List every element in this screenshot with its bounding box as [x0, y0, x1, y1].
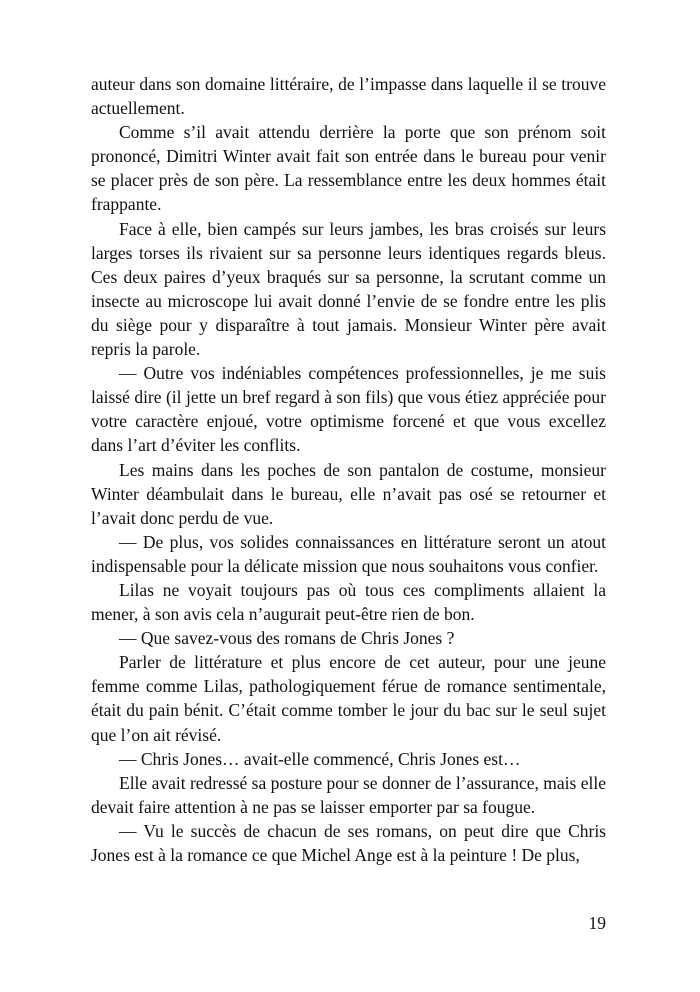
paragraph: Face à elle, bien campés sur leurs jambes, les bras croisés sur leurs larges torses ils rivaient sur sa personne leurs identiques regards bleus. Ces deux paires d’yeux braqués sur sa personne, la scrutant comme un insecte au microscope lui avait donné l’envie de se fondre entre les plis du siège pour y disparaître à tout jamais. Monsieur Winter père avait repris la parole.: [91, 218, 606, 360]
dialogue-paragraph: — Vu le succès de chacun de ses romans, on peut dire que Chris Jones est à la romance ce que Michel Ange est à la peinture ! De plus,: [91, 820, 606, 865]
dialogue-paragraph: — Chris Jones… avait-elle commencé, Chris Jones est…: [119, 748, 521, 769]
paragraph-continued: auteur dans son domaine littéraire, de l’impasse dans laquelle il se trouve actuellement.: [91, 74, 606, 119]
paragraph: Elle avait redressé sa posture pour se donner de l’assurance, mais elle devait faire attention à ne pas se laisser emporter par sa fougue.: [91, 772, 606, 817]
paragraph: Lilas ne voyait toujours pas où tous ces compliments allaient la mener, à son avis cela n’augurait peut-être rien de bon.: [91, 579, 606, 625]
paragraph: Les mains dans les poches de son pantalon de costume, monsieur Winter déambulait dans le bureau, elle n’avait pas osé se retourner et l’avait donc perdu de vue.: [91, 459, 606, 528]
dialogue-paragraph: — De plus, vos solides connaissances en littérature seront un atout indispensable pour la délicate mission que nous souhaitons vous confier.: [91, 531, 606, 576]
paragraph: Comme s’il avait attendu derrière la porte que son prénom soit prononcé, Dimitri Winter avait fait son entrée dans le bureau pour venir se placer près de son père. La ressemblance entre les deux hommes était frappante.: [91, 122, 606, 215]
page-number: 19: [588, 913, 606, 933]
body-text: [91, 72, 606, 867]
dialogue-paragraph: — Outre vos indéniables compétences professionnelles, je me suis laissé dire (il jette un bref regard à son fils) que vous étiez appréciée pour votre caractère enjoué, votre optimisme forcené et que vous excellez dans l’art d’éviter les conflits.: [91, 363, 606, 456]
dialogue-paragraph: — Que savez-vous des romans de Chris Jones ?: [119, 628, 455, 649]
paragraph: Parler de littérature et plus encore de cet auteur, pour une jeune femme comme Lilas, pathologiquement férue de romance sentimentale, était du pain bénit. C’était comme tomber le jour du bac sur le seul sujet que l’on ait révisé.: [91, 652, 606, 745]
